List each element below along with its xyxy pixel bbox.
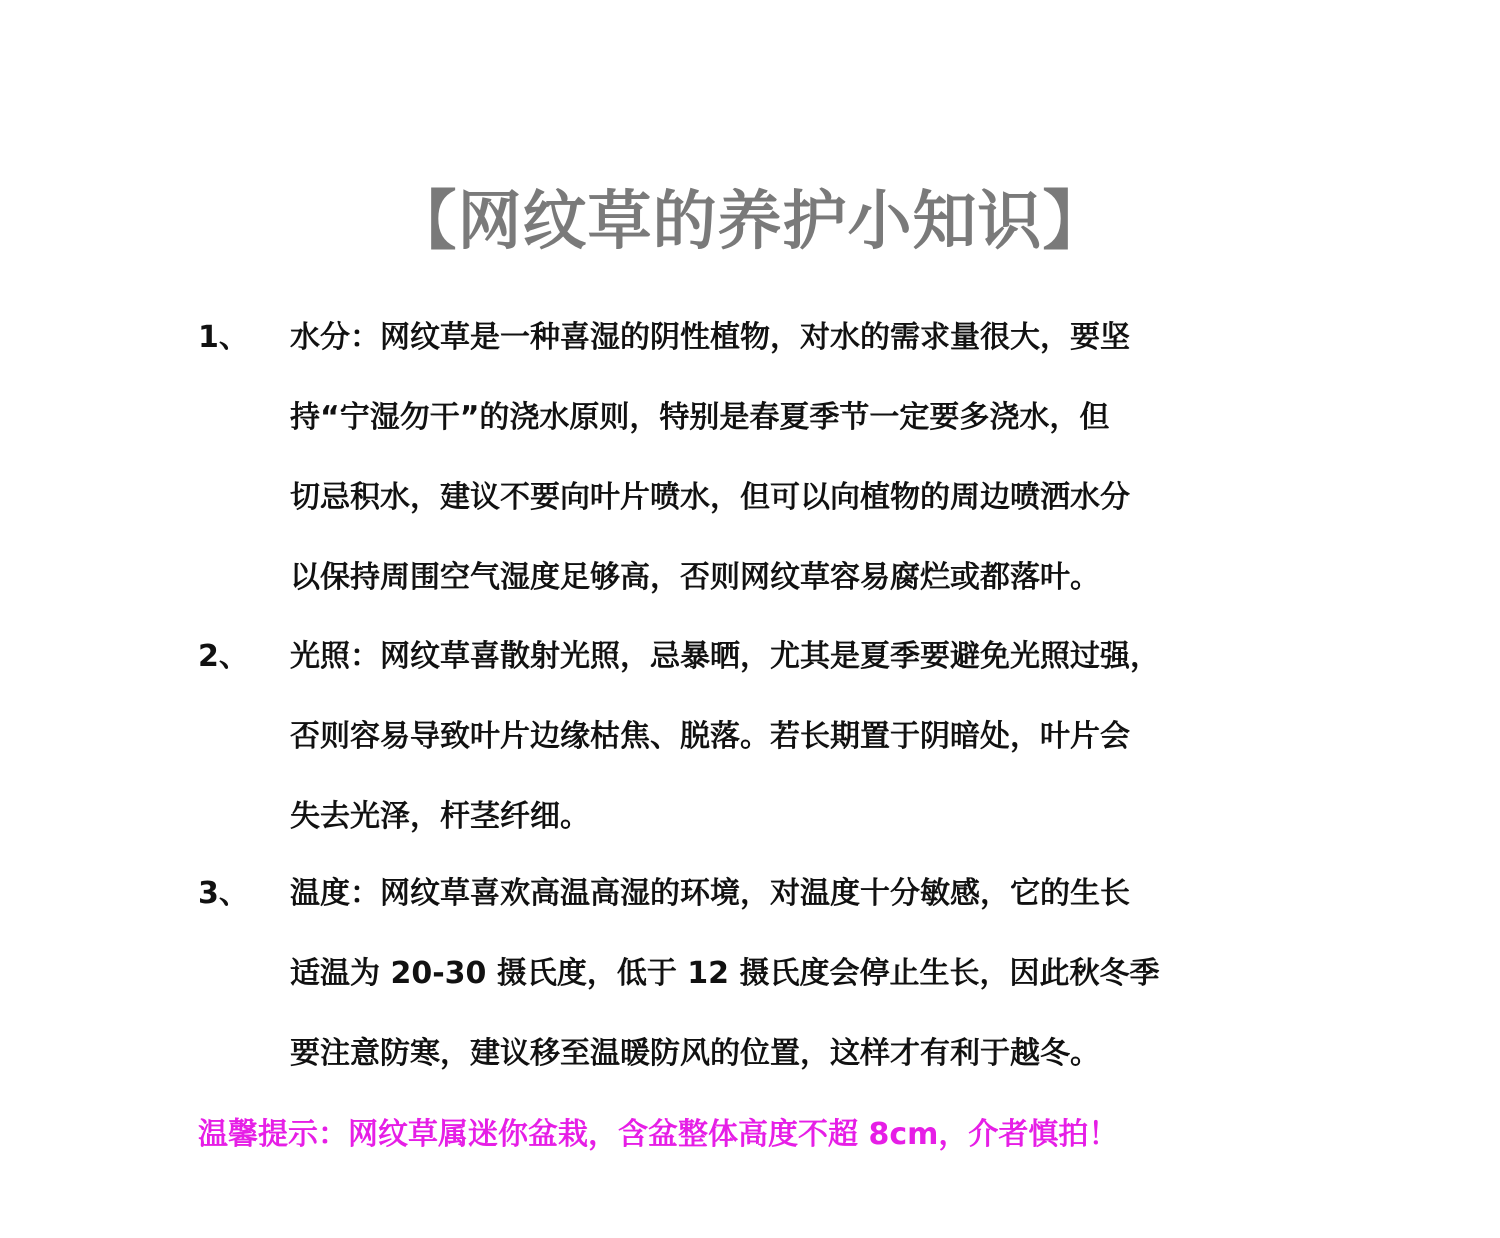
item-2-number: 2、 <box>198 639 249 674</box>
item-1-line-2: 持“宁湿勿干”的浇水原则，特别是春夏季节一定要多浇水，但 <box>290 400 1110 435</box>
item-3-number: 3、 <box>198 876 249 911</box>
item-3-line-1: 温度：网纹草喜欢高温高湿的环境，对温度十分敏感，它的生长 <box>290 876 1130 911</box>
item-2-line-2: 否则容易导致叶片边缘枯焦、脱落。若长期置于阴暗处，叶片会 <box>290 719 1130 754</box>
item-1-paragraph <box>290 298 1302 618</box>
tip-text: 温馨提示：网纹草属迷你盆栽，含盆整体高度不超 8cm，介者慎拍！ <box>198 1117 1119 1152</box>
item-2-line-1: 光照：网纹草喜散射光照，忌暴晒，尤其是夏季要避免光照过强， <box>290 639 1160 674</box>
item-2-paragraph <box>290 617 1302 857</box>
item-1-line-3: 切忌积水，建议不要向叶片喷水，但可以向植物的周边喷洒水分 <box>290 480 1130 515</box>
item-1-line-1: 水分：网纹草是一种喜湿的阴性植物，对水的需求量很大，要坚 <box>290 320 1130 355</box>
page-title: 【网纹草的养护小知识】 <box>392 185 1108 259</box>
item-3-line-2: 适温为 20-30 摄氏度，低于 12 摄氏度会停止生长，因此秋冬季 <box>290 956 1160 991</box>
item-3-line-3: 要注意防寒，建议移至温暖防风的位置，这样才有利于越冬。 <box>290 1036 1100 1071</box>
item-3-paragraph <box>290 854 1302 1094</box>
item-1-number: 1、 <box>198 320 249 355</box>
item-1-line-4: 以保持周围空气湿度足够高，否则网纹草容易腐烂或都落叶。 <box>290 560 1100 595</box>
item-2-line-3: 失去光泽，杆茎纤细。 <box>290 799 590 834</box>
